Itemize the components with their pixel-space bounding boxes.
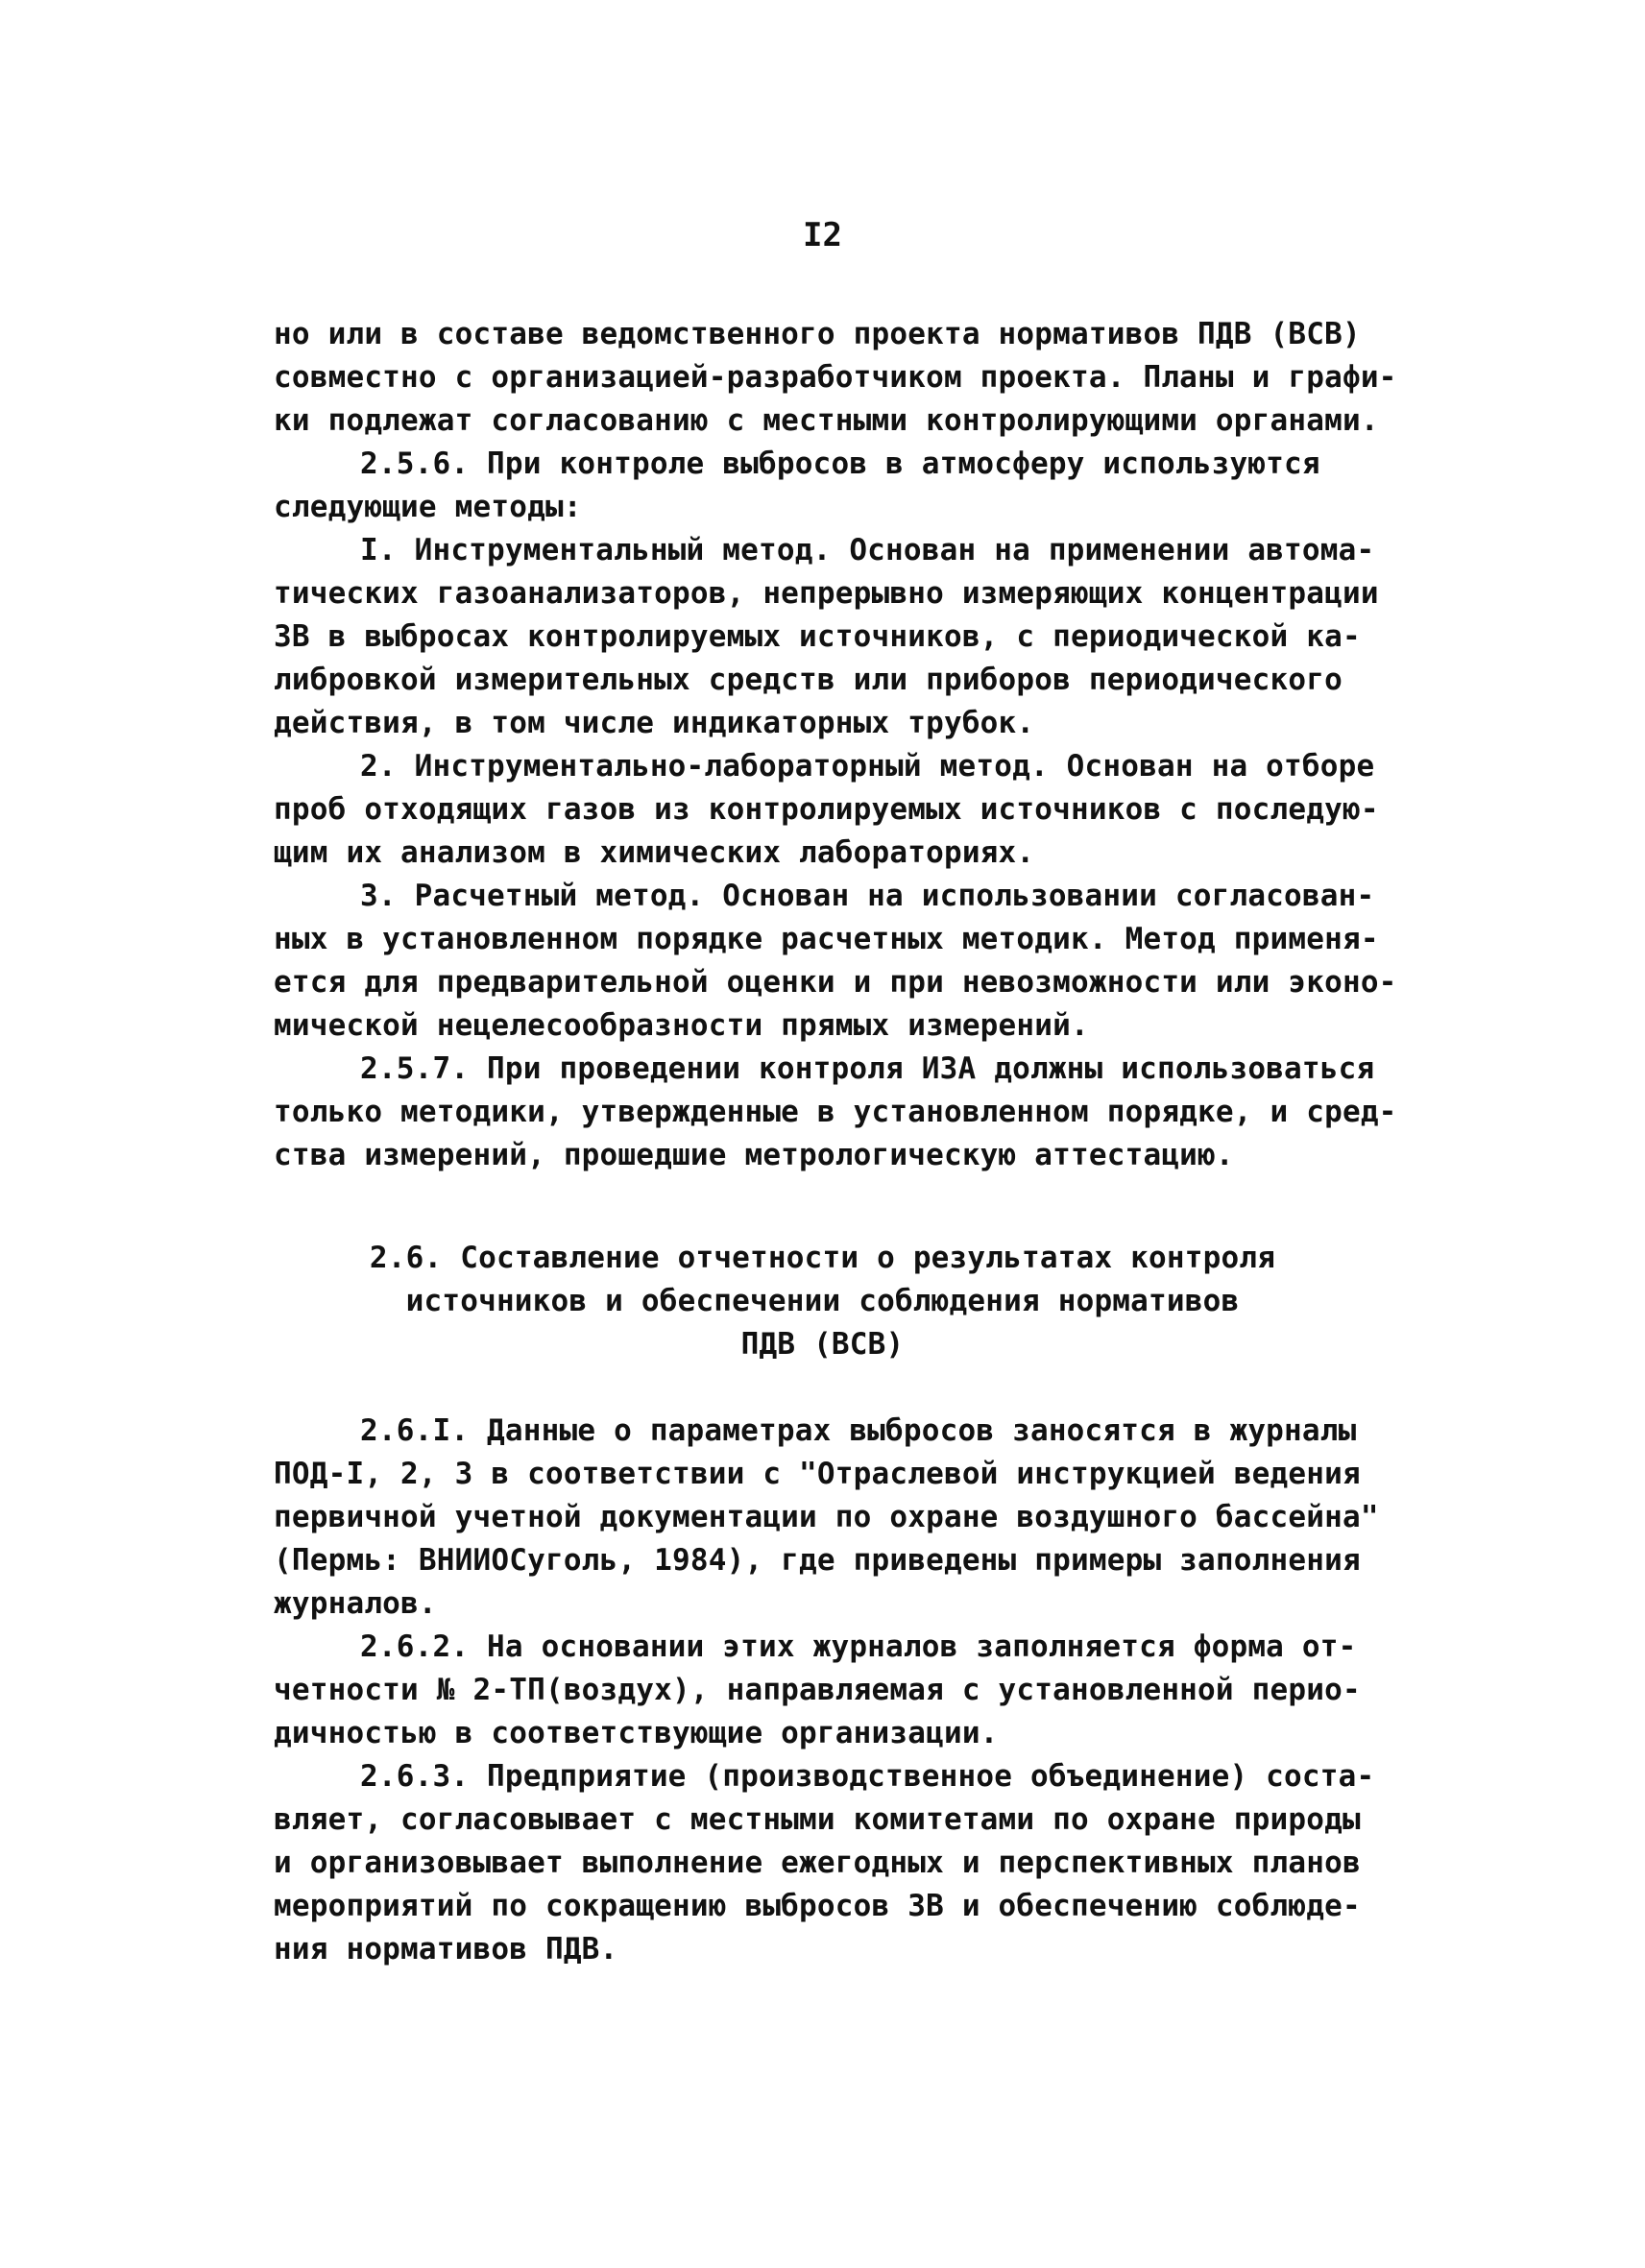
text-line: тических газоанализаторов, непрерывно измеряющих концентрации [274,576,1379,611]
text-line: только методики, утвержденные в установленном порядке, и сред- [274,1095,1397,1129]
paragraph-start-line: 2.6.2. На основании этих журналов заполняется форма от- [360,1629,1357,1664]
text-line: следующие методы: [274,490,582,524]
text-line: ства измерений, прошедшие метрологическую аттестацию. [274,1138,1234,1172]
text-line: проб отходящих газов из контролируемых источников с последую- [274,792,1379,827]
paragraph-start-line: 2. Инструментально-лабораторный метод. Основан на отборе [360,749,1375,784]
paragraph-start-line: 2.5.7. При проведении контроля ИЗА должны использоваться [360,1051,1375,1086]
text-line: совместно с организацией-разработчиком проекта. Планы и графи- [274,360,1397,395]
text-line: но или в составе ведомственного проекта нормативов ПДВ (ВСВ) [274,317,1361,351]
text-line: действия, в том числе индикаторных трубок. [274,706,1035,740]
text-line: ПОД-I, 2, 3 в соответствии с "Отраслевой инструкцией ведения [274,1457,1361,1491]
paragraph-start-line: 3. Расчетный метод. Основан на использовании согласован- [360,879,1375,913]
paragraph-start-line: I. Инструментальный метод. Основан на применении автома- [360,533,1375,567]
section-heading-line: 2.6. Составление отчетности о результатах контроля [369,1241,1276,1275]
text-line: вляет, согласовывает с местными комитетами по охране природы [274,1802,1361,1837]
text-line: журналов. [274,1586,437,1621]
text-line: четности № 2-ТП(воздух), направляемая с установленной перио- [274,1673,1361,1707]
text-line: и организовывает выполнение ежегодных и перспективных планов [274,1846,1361,1880]
text-line: дичностью в соответствующие организации. [274,1716,999,1750]
text-line: либровкой измерительных средств или приборов периодического [274,663,1343,697]
text-line: щим их анализом в химических лабораториях. [274,835,1035,870]
paragraph-start-line: 2.5.6. При контроле выбросов в атмосферу используются [360,446,1320,481]
section-heading-line: источников и обеспечении соблюдения нормативов [405,1284,1240,1318]
text-line: (Пермь: ВНИИОСуголь, 1984), где приведены примеры заполнения [274,1543,1361,1578]
text-line: ки подлежат согласованию с местными контролирующими органами. [274,403,1379,438]
text-line: мической нецелесообразности прямых измерений. [274,1008,1089,1043]
text-line: ЗВ в выбросах контролируемых источников, с периодической ка- [274,619,1361,654]
text-line: первичной учетной документации по охране воздушного бассейна" [274,1500,1379,1534]
paragraph-start-line: 2.6.I. Данные о параметрах выбросов заносятся в журналы [360,1413,1357,1448]
text-line: ния нормативов ПДВ. [274,1932,618,1966]
section-heading-line: ПДВ (ВСВ) [740,1327,905,1362]
text-line: ных в установленном порядке расчетных методик. Метод применя- [274,922,1379,956]
page-number: I2 [803,216,842,254]
text-line: ется для предварительной оценки и при невозможности или эконо- [274,965,1397,1000]
paragraph-start-line: 2.6.3. Предприятие (производственное объединение) соста- [360,1759,1375,1794]
text-line: мероприятий по сокращению выбросов ЗВ и обеспечению соблюде- [274,1889,1361,1923]
